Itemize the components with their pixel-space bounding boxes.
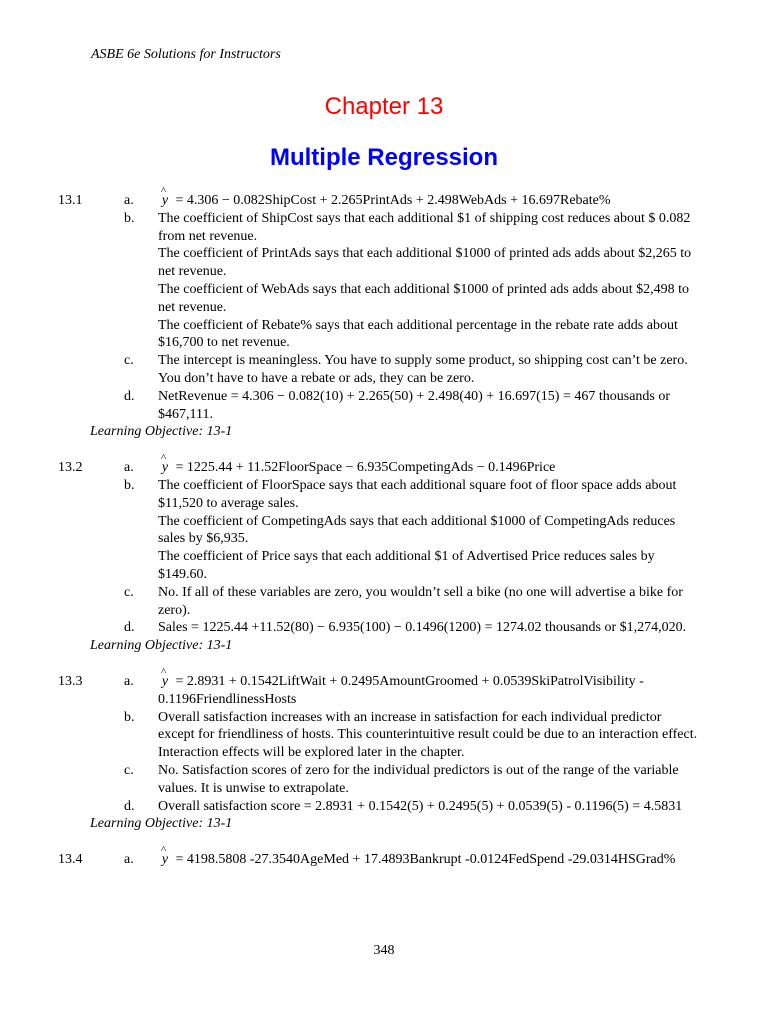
item-letter: d. — [124, 620, 135, 636]
equation: = 1225.44 + 11.52FloorSpace − 6.935CompetingAds − 0.1496Price — [175, 460, 556, 476]
item-b — [124, 477, 698, 584]
problem-13-4 — [58, 851, 698, 869]
answer-text: The coefficient of CompetingAds says that each additional $1000 of CompetingAds reduces sales by $6,935. — [158, 513, 676, 547]
answer-text: The coefficient of ShipCost says that each additional $1 of shipping cost reduces about $ 0.082 from net revenue. — [158, 210, 691, 244]
item-letter: a. — [124, 460, 134, 476]
chapter-heading: Chapter 13 — [324, 93, 444, 120]
item-letter: d. — [124, 798, 135, 814]
item-d — [124, 798, 698, 816]
item-letter: b. — [124, 709, 135, 725]
equation: = 4198.5808 -27.3540AgeMed + 17.4893Bankrupt -0.0124FedSpend -29.0314HSGrad% — [175, 852, 676, 868]
answer-text: No. If all of these variables are zero, you wouldn’t sell a bike (no one will advertise a bike for zero). — [158, 584, 683, 618]
problem-number: 13.1 — [58, 193, 83, 208]
item-a — [124, 192, 698, 210]
item-a — [124, 673, 698, 709]
problem-number: 13.3 — [58, 673, 83, 689]
item-letter: b. — [124, 477, 135, 493]
item-letter: c. — [124, 584, 134, 600]
problem-13-3 — [58, 673, 698, 833]
problem-13-1 — [58, 192, 698, 441]
y-hat-symbol: ^ y — [158, 673, 172, 691]
answer-text: Overall satisfaction score = 2.8931 + 0.1542(5) + 0.2495(5) + 0.0539(5) - 0.1196(5) = 4.5831 — [158, 798, 683, 814]
answer-text: The coefficient of WebAds says that each additional $1000 of printed ads adds about $2,498 to net revenue. — [158, 281, 690, 315]
item-letter: a. — [124, 673, 134, 689]
item-c — [124, 762, 698, 798]
y-hat-symbol: ^ y — [158, 851, 172, 869]
item-letter: a. — [124, 852, 134, 868]
item-c — [124, 584, 698, 620]
learning-objective: Learning Objective: 13-1 — [90, 816, 233, 832]
item-d — [124, 388, 698, 424]
learning-objective: Learning Objective: 13-1 — [90, 638, 233, 654]
answer-text: The intercept is meaningless. You have to supply some product, so shipping cost can’t be zero. You don’t have to have a rebate or ads, they can be zero. — [158, 353, 688, 386]
answer-text: NetRevenue = 4.306 − 0.082(10) + 2.265(50) + 2.498(40) + 16.697(15) = 467 thousands or $467,111. — [158, 388, 671, 422]
y-hat-symbol: ^ y — [158, 459, 172, 477]
item-d — [124, 619, 698, 637]
item-a — [124, 459, 698, 477]
item-c — [124, 352, 698, 388]
item-letter: c. — [124, 762, 134, 778]
page-number: 348 — [373, 943, 395, 958]
answer-text: Sales = 1225.44 +11.52(80) − 6.935(100) − 0.1496(1200) = 1274.02 thousands or $1,274,020. — [158, 620, 687, 636]
problem-number: 13.2 — [58, 460, 83, 476]
item-a — [124, 851, 698, 869]
item-letter: b. — [124, 210, 135, 226]
item-letter: c. — [124, 353, 134, 369]
answer-text: No. Satisfaction scores of zero for the individual predictors is out of the range of the variable values. It is unwise to extrapolate. — [158, 762, 679, 796]
answer-text: The coefficient of Price says that each additional $1 of Advertised Price reduces sales by $149.60. — [158, 549, 655, 582]
problem-number: 13.4 — [58, 852, 83, 868]
answer-text: The coefficient of PrintAds says that each additional $1000 of printed ads adds about $2,265 to net revenue. — [158, 246, 692, 280]
equation: = 4.306 − 0.082ShipCost + 2.265PrintAds + 2.498WebAds + 16.697Rebate% — [175, 193, 611, 208]
item-letter: d. — [124, 388, 135, 404]
item-b — [124, 210, 698, 352]
answer-text: The coefficient of FloorSpace says that each additional square foot of floor space adds about $11,520 to average sales. — [158, 477, 677, 511]
answer-text: The coefficient of Rebate% says that each additional percentage in the rebate rate adds about $16,700 to net revenue. — [158, 317, 678, 351]
answer-text: Overall satisfaction increases with an increase in satisfaction for each individual predictor except for friendliness of hosts. This counterintuitive result could be due to an interaction effect. Interaction effects will be explored later in the chapter. — [158, 709, 698, 761]
equation: = 2.8931 + 0.1542LiftWait + 0.2495AmountGroomed + 0.0539SkiPatrolVisibility - 0.1196FriendlinessHosts — [158, 673, 644, 707]
y-hat-symbol: ^ y — [158, 192, 172, 210]
item-b — [124, 709, 698, 762]
running-header: ASBE 6e Solutions for Instructors — [91, 47, 281, 62]
problem-13-2 — [58, 459, 698, 655]
learning-objective: Learning Objective: 13-1 — [90, 424, 233, 440]
item-letter: a. — [124, 193, 134, 208]
solutions-content — [58, 192, 698, 887]
chapter-title: Multiple Regression — [269, 144, 499, 171]
